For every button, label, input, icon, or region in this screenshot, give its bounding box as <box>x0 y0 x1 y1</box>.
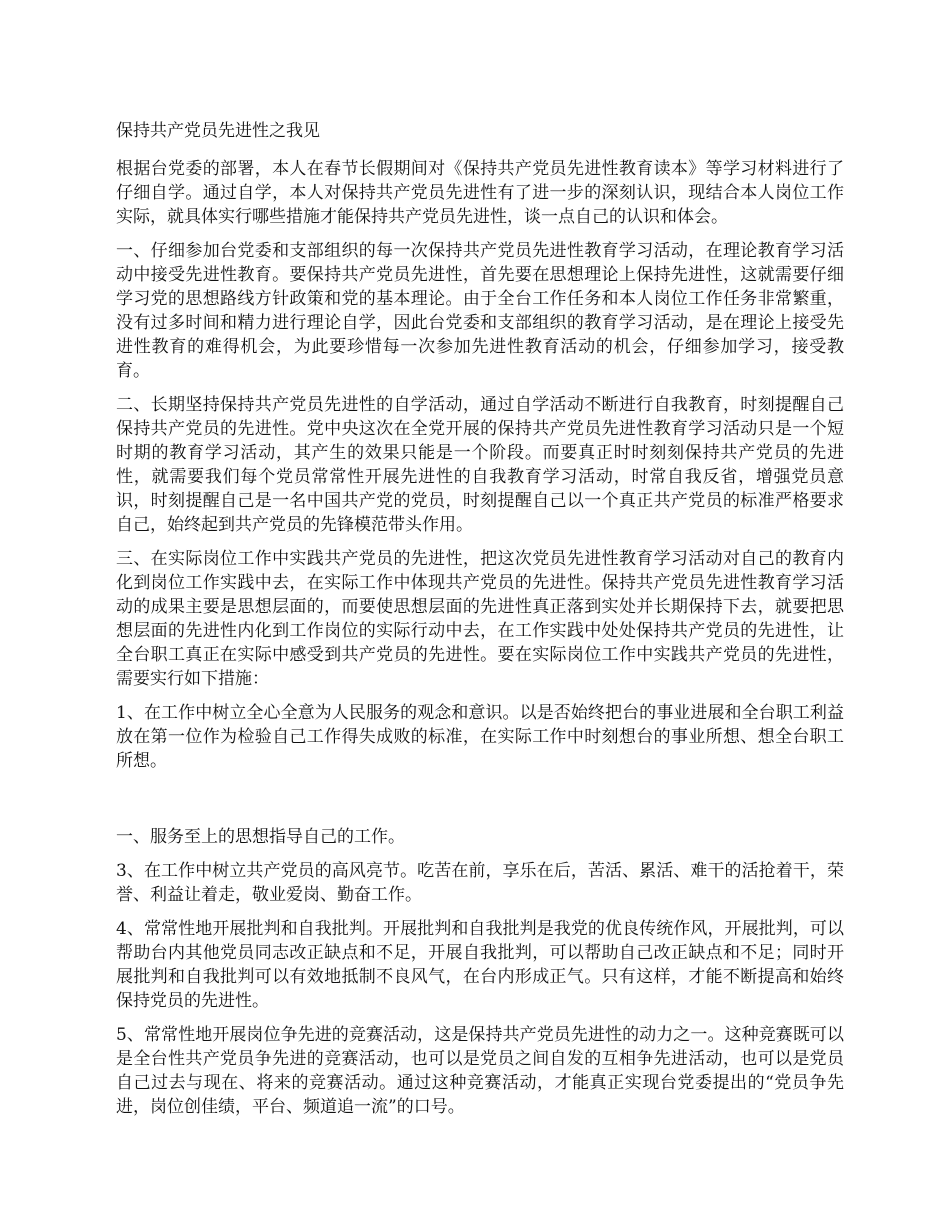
section-three-paragraph: 三、在实际岗位工作中实践共产党员的先进性，把这次党员先进性教育学习活动对自己的教育内化到岗位工作实践中去，在实际工作中体现共产党员的先进性。保持共产党员先进性教育学习活动的成果主要是思想层面的，而要使思想层面的先进性真正落到实处并长期保持下去，就要把思想层面的先进性内化到工作岗位的实际行动中去，在工作实践中处处保持共产党员的先进性，让全台职工真正在实际中感受到共产党员的先进性。要在实际岗位工作中实践共产党员的先进性，需要实行如下措施： <box>116 549 844 689</box>
measure-three-paragraph: 3、在工作中树立共产党员的高风亮节。吃苦在前，享乐在后，苦活、累活、难干的活抢着干，荣誉、利益让着走，敬业爱岗、勤奋工作。 <box>116 861 844 905</box>
section-one-paragraph: 一、仔细参加台党委和支部组织的每一次保持共产党员先进性教育学习活动，在理论教育学习活动中接受先进性教育。要保持共产党员先进性，首先要在思想理论上保持先进性，这就需要仔细学习党的思想路线方针政策和党的基本理论。由于全台工作任务和本人岗位工作任务非常繁重，没有过多时间和精力进行理论自学，因此台党委和支部组织的教育学习活动，是在理论上接受先进性教育的难得机会，为此要珍惜每一次参加先进性教育活动的机会，仔细参加学习，接受教育。 <box>116 241 844 381</box>
measure-one-paragraph: 1、在工作中树立全心全意为人民服务的观念和意识。以是否始终把台的事业进展和全台职工利益放在第一位作为检验自己工作得失成败的标准，在实际工作中时刻想台的事业所想、想全台职工所想。 <box>116 703 844 771</box>
intro-paragraph: 根据台党委的部署，本人在春节长假期间对《保持共产党员先进性教育读本》等学习材料进行了仔细自学。通过自学，本人对保持共产党员先进性有了进一步的深刻认识，现结合本人岗位工作实际，就具体实行哪些措施才能保持共产党员先进性，谈一点自己的认识和体会。 <box>116 159 844 227</box>
measure-four-paragraph: 4、常常性地开展批判和自我批判。开展批判和自我批判是我党的优良传统作风，开展批判，可以帮助台内其他党员同志改正缺点和不足，开展自我批判，可以帮助自己改正缺点和不足；同时开展批判和自我批判可以有效地抵制不良风气，在台内形成正气。只有这样，才能不断提高和始终保持党员的先进性。 <box>116 919 844 1011</box>
document-title: 保持共产党员先进性之我见 <box>116 121 320 141</box>
paragraph-gap <box>116 783 844 825</box>
service-principle-paragraph: 一、服务至上的思想指导自己的工作。 <box>116 827 405 847</box>
document-page <box>116 119 844 1129</box>
measure-five-paragraph: 5、常常性地开展岗位争先进的竞赛活动，这是保持共产党员先进性的动力之一。这种竞赛既可以是全台性共产党员争先进的竞赛活动，也可以是党员之间自发的互相争先进活动，也可以是党员自己过去与现在、将来的竞赛活动。通过这种竞赛活动，才能真正实现台党委提出的“党员争先进，岗位创佳绩，平台、频道追一流”的口号。 <box>116 1025 844 1117</box>
section-two-paragraph: 二、长期坚持保持共产党员先进性的自学活动，通过自学活动不断进行自我教育，时刻提醒自己保持共产党员的先进性。党中央这次在全党开展的保持共产党员先进性教育学习活动只是一个短时期的教育学习活动，其产生的效果只能是一个阶段。而要真正时时刻刻保持共产党员的先进性，就需要我们每个党员常常性开展先进性的自我教育学习活动，时常自我反省，增强党员意识，时刻提醒自己是一名中国共产党的党员，时刻提醒自己以一个真正共产党员的标准严格要求自己，始终起到共产党员的先锋模范带头作用。 <box>116 395 844 535</box>
